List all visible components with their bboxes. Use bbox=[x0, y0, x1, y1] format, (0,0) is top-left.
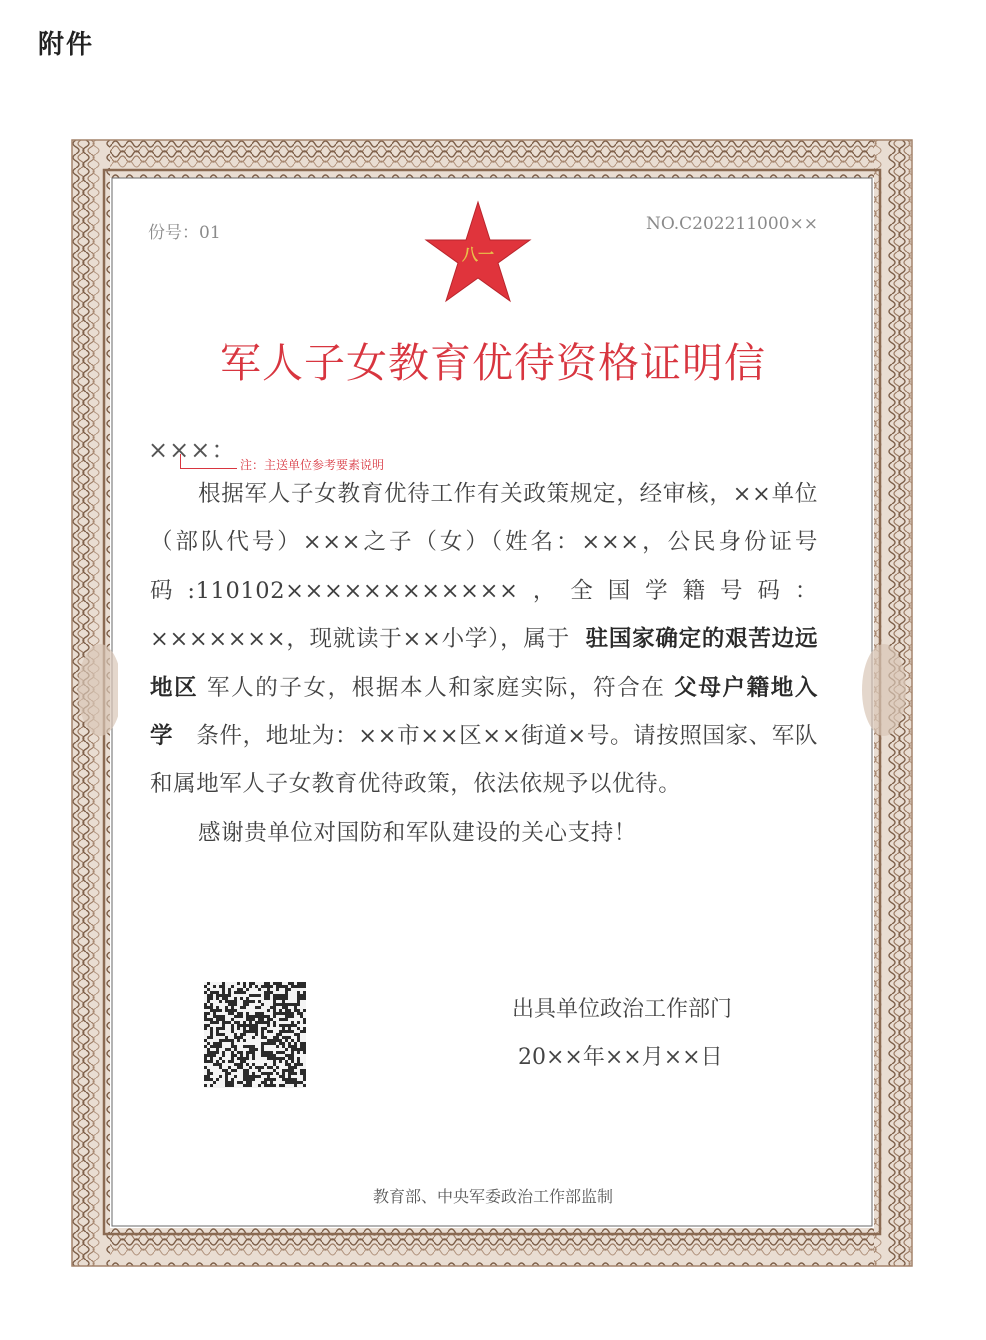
fill-region: 驻国家确定的艰苦边远地区 bbox=[150, 626, 818, 701]
attachment-label: 附件 bbox=[38, 30, 95, 60]
note-leader-line bbox=[180, 454, 237, 469]
body-paragraph-2: 感谢贵单位对国防和军队建设的关心支持！ bbox=[198, 819, 637, 846]
annotation-note: 注：主送单位参考要素说明 bbox=[240, 458, 385, 472]
emblem-glyph: 八一 bbox=[461, 245, 495, 264]
letter-body bbox=[150, 470, 818, 857]
body-text-b: 军人的子女，根据本人和家庭实际，符合在 bbox=[207, 674, 666, 701]
red-star-emblem-icon bbox=[424, 200, 532, 304]
issue-date: 20××年××月××日 bbox=[518, 1045, 723, 1070]
qr-code-icon bbox=[204, 982, 306, 1088]
salutation: ×××： bbox=[148, 436, 237, 464]
serial-number: NO.C202211000×× bbox=[645, 214, 818, 234]
body-paragraph-1 bbox=[150, 470, 818, 809]
body-text-a: 根据军人子女教育优待工作有关政策规定，经审核，××单位（部队代号）×××之子（女）（姓名：×××，公民身份证号码:110102××××××××××××，全国学籍号码：×××××××，现就读于××小学），属于 bbox=[150, 481, 818, 653]
fill-condition: 父母户籍地入学 bbox=[150, 674, 818, 750]
body-text-c: 条件，地址为：××市××区××街道×号。请按照国家、军队和属地军人子女教育优待政策，依法依规予以优待。 bbox=[150, 723, 818, 798]
issuer: 出具单位政治工作部门 bbox=[512, 997, 733, 1022]
document-title: 军人子女教育优待资格证明信 bbox=[220, 339, 766, 387]
supervision-footer: 教育部、中央军委政治工作部监制 bbox=[372, 1187, 613, 1206]
copy-number: 份号：01 bbox=[148, 223, 221, 243]
